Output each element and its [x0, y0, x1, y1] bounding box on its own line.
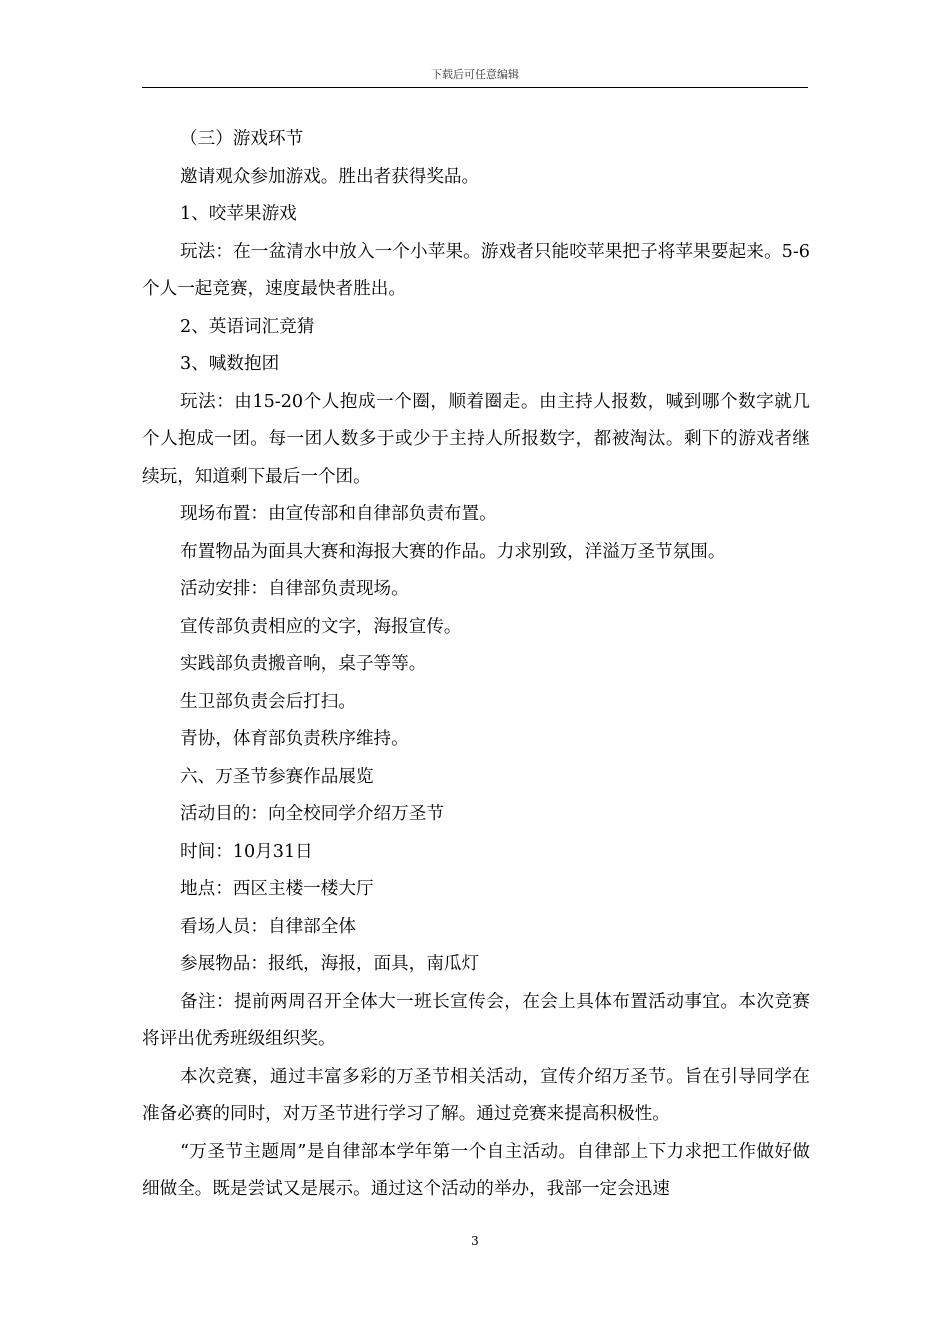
paragraph: 活动安排：自律部负责现场。	[180, 579, 409, 599]
paragraph: 实践部负责搬音响，桌子等等。	[180, 654, 427, 674]
paragraph: 邀请观众参加游戏。胜出者获得奖品。	[180, 166, 480, 187]
paragraph: 时间：10月31日	[180, 841, 313, 862]
paragraph: 地点：西区主楼一楼大厅	[180, 879, 374, 899]
paragraph: 现场布置：由宣传部和自律部负责布置。	[180, 504, 497, 524]
page-number: 3	[471, 1234, 479, 1248]
paragraph: 布置物品为面具大赛和海报大赛的作品。力求别致，洋溢万圣节氛围。	[180, 541, 726, 562]
paragraph: 本次竞赛，通过丰富多彩的万圣节相关活动，宣传介绍万圣节。旨在引导同学在准备必赛的同时，对万圣节进行学习了解。通过竞赛来提高积极性。	[142, 1066, 810, 1124]
paragraph: 参展物品：报纸，海报，面具，南瓜灯	[180, 954, 480, 974]
paragraph: “万圣节主题周”是自律部本学年第一个自主活动。自律部上下力求把工作做好做细做全。既是尝试又是展示。通过这个活动的举办，我部一定会迅速	[142, 1141, 810, 1199]
list-item-heading: 3、喊数抱团	[180, 354, 280, 374]
section-heading-games: （三）游戏环节	[180, 129, 304, 149]
paragraph: 青协，体育部负责秩序维持。	[180, 729, 409, 749]
paragraph: 备注：提前两周召开全体大一班长宣传会，在会上具体布置活动事宜。本次竞赛将评出优秀班级组织奖。	[142, 991, 810, 1049]
paragraph: 玩法：由15-20个人抱成一个圈，顺着圈走。由主持人报数，喊到哪个数字就几个人抱成一团。每一团人数多于或少于主持人所报数字，都被淘汰。剩下的游戏者继续玩，知道剩下最后一个团。	[142, 391, 810, 487]
header-divider	[142, 87, 808, 88]
list-item-heading: 2、英语词汇竞猜	[180, 316, 315, 337]
paragraph: 玩法：在一盆清水中放入一个小苹果。游戏者只能咬苹果把子将苹果要起来。5-6个人一起竞赛，速度最快者胜出。	[142, 241, 810, 299]
paragraph: 宣传部负责相应的文字，海报宣传。	[180, 616, 462, 637]
document-body	[142, 121, 810, 1209]
paragraph: 活动目的：向全校同学介绍万圣节	[180, 804, 444, 824]
paragraph: 生卫部负责会后打扫。	[180, 691, 356, 712]
page-header: 下载后可任意编辑	[431, 68, 519, 81]
section-heading-exhibition: 六、万圣节参赛作品展览	[180, 766, 374, 787]
list-item-heading: 1、咬苹果游戏	[180, 204, 297, 224]
paragraph: 看场人员：自律部全体	[180, 916, 356, 937]
